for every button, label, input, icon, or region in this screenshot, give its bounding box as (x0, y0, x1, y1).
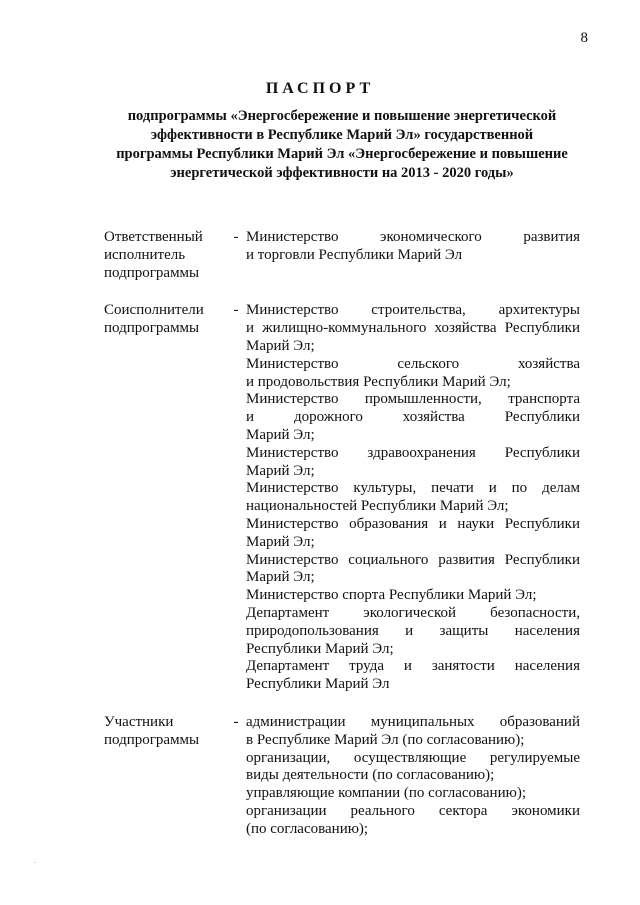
content-line: Министерство образования и науки Республики (246, 515, 580, 532)
row-dash: - (233, 302, 239, 319)
content-line: Министерство социального развития Республики (246, 551, 580, 568)
passport-table (104, 229, 580, 859)
content-line: национальностей Республики Марий Эл; (246, 498, 509, 515)
content-line: в Республике Марий Эл (по согласованию); (246, 731, 525, 748)
content-line: и жилищно-коммунального хозяйства Республики (246, 320, 580, 337)
content-line: Министерство спорта Республики Марий Эл; (246, 587, 537, 604)
content-line: Министерство культуры, печати и по делам (246, 480, 580, 497)
content-line: администрации муниципальных образований (246, 713, 580, 730)
row-content (246, 229, 580, 282)
row-label-line: Соисполнители (104, 302, 204, 319)
document-title: ПАСПОРТ (265, 80, 375, 97)
content-line: организации, осуществляющие регулируемые (246, 749, 580, 766)
row-label-line: Ответственный (104, 229, 203, 245)
content-line: природопользования и защиты населения (246, 622, 580, 639)
content-line: и торговли Республики Марий Эл (246, 246, 463, 263)
row-content (246, 714, 580, 839)
subtitle-line: подпрограммы «Энергосбережение и повышение энергетической (127, 108, 557, 124)
passport-row-coexecutors (104, 302, 580, 694)
row-dash: - (233, 229, 239, 245)
row-label (104, 302, 226, 694)
subtitle-line: программы Республики Марий Эл «Энергосбережение и повышение (116, 146, 568, 162)
row-dash: - (233, 713, 239, 730)
content-line: управляющие компании (по согласованию); (246, 785, 526, 802)
document-subtitle (104, 107, 580, 183)
subtitle-line: энергетической эффективности на 2013 - 2020 годы» (170, 165, 514, 181)
row-label (104, 714, 226, 839)
content-line: Министерство строительства, архитектуры (246, 302, 580, 319)
content-line: Департамент экологической безопасности, (246, 604, 580, 621)
content-line: Республики Марий Эл (246, 676, 390, 693)
content-line: (по согласованию); (246, 820, 369, 837)
row-label-line: подпрограммы (104, 264, 200, 281)
content-line: Марий Эл; (246, 533, 315, 550)
row-label-line: исполнитель (104, 246, 186, 263)
row-content (246, 302, 580, 694)
row-label-line: подпрограммы (104, 731, 200, 748)
passport-row-participants (104, 714, 580, 839)
scan-mark: . (34, 856, 36, 865)
content-line: Марий Эл; (246, 569, 315, 586)
content-line: организации реального сектора экономики (246, 802, 580, 819)
content-line: Министерство промышленности, транспорта (246, 391, 580, 408)
content-line: и дорожного хозяйства Республики (246, 409, 580, 426)
content-line: Министерство экономического развития (246, 229, 580, 245)
page-number: 8 (580, 30, 588, 46)
content-line: Марий Эл; (246, 462, 315, 479)
content-line: и продовольствия Республики Марий Эл; (246, 373, 511, 390)
content-line: виды деятельности (по согласованию); (246, 767, 495, 784)
content-line: Марий Эл; (246, 337, 315, 354)
content-line: Министерство здравоохранения Республики (246, 444, 580, 461)
subtitle-line: эффективности в Республике Марий Эл» государственной (150, 127, 534, 143)
row-label (104, 229, 226, 282)
passport-row-responsible (104, 229, 580, 282)
content-line: Департамент труда и занятости населения (246, 658, 580, 675)
content-line: Республики Марий Эл; (246, 640, 394, 657)
content-line: Марий Эл; (246, 426, 315, 443)
row-label-line: подпрограммы (104, 320, 200, 337)
row-label-line: Участники (104, 713, 174, 730)
content-line: Министерство сельского хозяйства (246, 355, 580, 372)
